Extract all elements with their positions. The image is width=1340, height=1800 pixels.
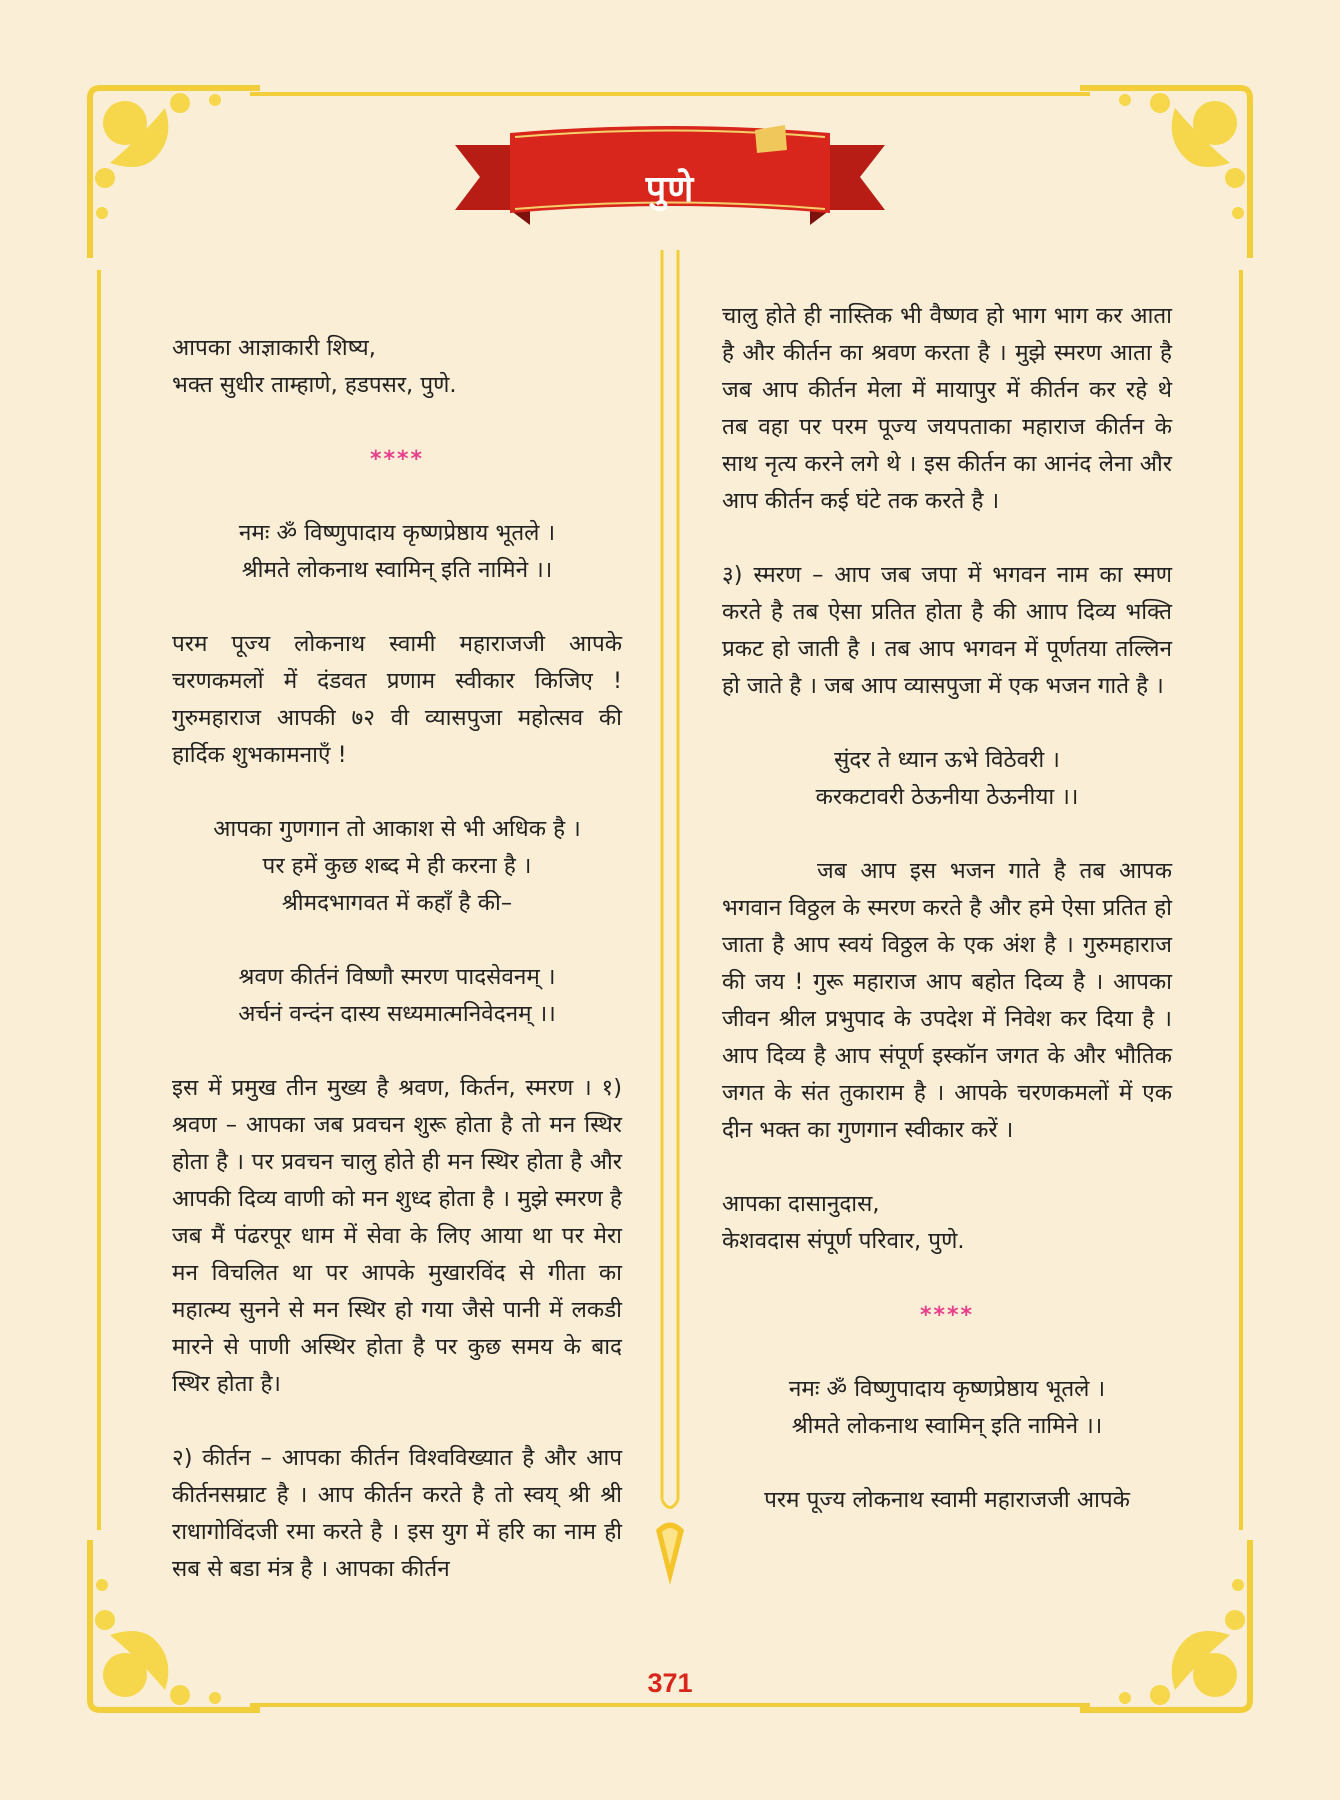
page-title: पुणे: [645, 168, 695, 210]
left-column: [172, 330, 622, 1588]
right-column: [722, 298, 1172, 1519]
praise-line: आपका गुणगान तो आकाश से भी अधिक है ।: [213, 816, 581, 842]
bhajan-line: सुंदर ते ध्यान ऊभे विठेवरी ।: [834, 747, 1060, 773]
paragraph: परम पूज्य लोकनाथ स्वामी महाराजजी आपके चरणकमलों में दंडवत प्रणाम स्वीकार किजिए ! गुरुमहाराज आपकी ७२ वी व्यासपुजा महोत्सव की हार्दिक शुभकामनाएँ !: [172, 631, 622, 768]
paragraph: चालु होते ही नास्तिक भी वैष्णव हो भाग भाग कर आता है और कीर्तन का श्रवण करता है । मुझे स्मरण आता है जब आप कीर्तन मेला में मायापुर में कीर्तन कर रहे थे तब वहा पर परम पूज्य जयपताका महाराज कीर्तन के साथ नृत्य करने लगे थे । इस कीर्तन का आनंद लेना और आप कीर्तन कई घंटे तक करते है ।: [722, 303, 1172, 514]
frame-right-border: [1239, 270, 1243, 1530]
mantra-line: श्रीमते लोकनाथ स्वामिन् इति नामिने ।।: [791, 1413, 1103, 1439]
signoff-line: आपका आज्ञाकारी शिष्य,: [172, 335, 376, 361]
page-number: 371: [647, 1668, 693, 1698]
verse-line: अर्चनं वन्दंन दास्य सध्यमात्मनिवेदनम् ।।: [238, 1001, 556, 1027]
praise-line: पर हमें कुछ शब्द मे ही करना है ।: [262, 853, 532, 879]
frame-bottom-border: [250, 1703, 1090, 1707]
section-stars: ****: [919, 1303, 975, 1328]
signoff-name: केशवदास संपूर्ण परिवार, पुणे.: [722, 1228, 965, 1254]
frame-top-border: [250, 92, 1090, 96]
column-divider: [640, 250, 700, 1620]
mantra-line: नमः ॐ विष्णुपादाय कृष्णप्रेष्ठाय भूतले ।: [238, 520, 556, 546]
mantra-line: श्रीमते लोकनाथ स्वामिन् इति नामिने ।।: [241, 557, 553, 583]
paragraph: ३) स्मरण – आप जब जपा में भगवन नाम का स्मण करते है तब ऐसा प्रतित होता है की आाप दिव्य भक्ति प्रकट हो जाती है । तब आप भगवन में पूर्णतया तल्लिन हो जाते है । जब आप व्यासपुजा में एक भजन गाते है ।: [722, 562, 1172, 699]
section-stars: ****: [369, 447, 425, 472]
frame-left-border: [97, 270, 101, 1530]
mantra-line: नमः ॐ विष्णुपादाय कृष्णप्रेष्ठाय भूतले ।: [788, 1376, 1106, 1402]
praise-line: श्रीमदभागवत में कहाँ है की–: [281, 890, 513, 916]
verse-line: श्रवण कीर्तनं विष्णौ स्मरण पादसेवनम् ।: [238, 964, 556, 990]
paragraph: इस में प्रमुख तीन मुख्य है श्रवण, किर्तन, स्मरण । १) श्रवण – आपका जब प्रवचन शुरू होता है तो मन स्थिर होता है । पर प्रवचन चालु होते ही मन स्थिर होता है और आपकी दिव्य वाणी को मन शुध्द होता है । मुझे स्मरण है जब मैं पंढरपूर धाम में सेवा के लिए आया था पर मेरा मन विचलित था पर आपके मुखारविंद से गीता का महात्म्य सुनने से मन स्थिर हो गया जैसे पानी में लकडी मारने से पाणी अस्थिर होता है पर कुछ समय के बाद स्थिर होता है।: [172, 1075, 622, 1397]
paragraph: जब आप इस भजन गाते है तब आपक भगवान विठ्ठल के स्मरण करते है और हमे ऐसा प्रतित हो जाता है आप स्वयं विठ्ठल के एक अंश है । गुरुमहाराज की जय ! गुरू महाराज आप बहोत दिव्य है । आपका जीवन श्रील प्रभुपाद के उपदेश में निवेश कर दिया है । आप दिव्य है आप संपूर्ण इस्कॉन जगत के और भौतिक जगत के संत तुकाराम है । आपके चरणकमलों में एक दीन भक्त का गुणगान स्वीकार करें ।: [722, 858, 1172, 1143]
bhajan-line: करकटावरी ठेऊनीया ठेऊनीया ।।: [815, 784, 1079, 810]
paragraph: २) कीर्तन – आपका कीर्तन विश्वविख्यात है और आप कीर्तनसम्राट है । आप कीर्तन करते है तो स्वय् श्री श्री राधागोविंदजी रमा करते है । इस युग में हरि का नाम ही सब से बडा मंत्र है । आपका कीर्तन: [172, 1445, 622, 1582]
signoff-name: भक्त सुधीर ताम्हाणे, हडपसर, पुणे.: [172, 372, 457, 398]
closing-line: परम पूज्य लोकनाथ स्वामी महाराजजी आपके: [764, 1487, 1130, 1513]
signoff-line: आपका दासानुदास,: [722, 1191, 880, 1217]
